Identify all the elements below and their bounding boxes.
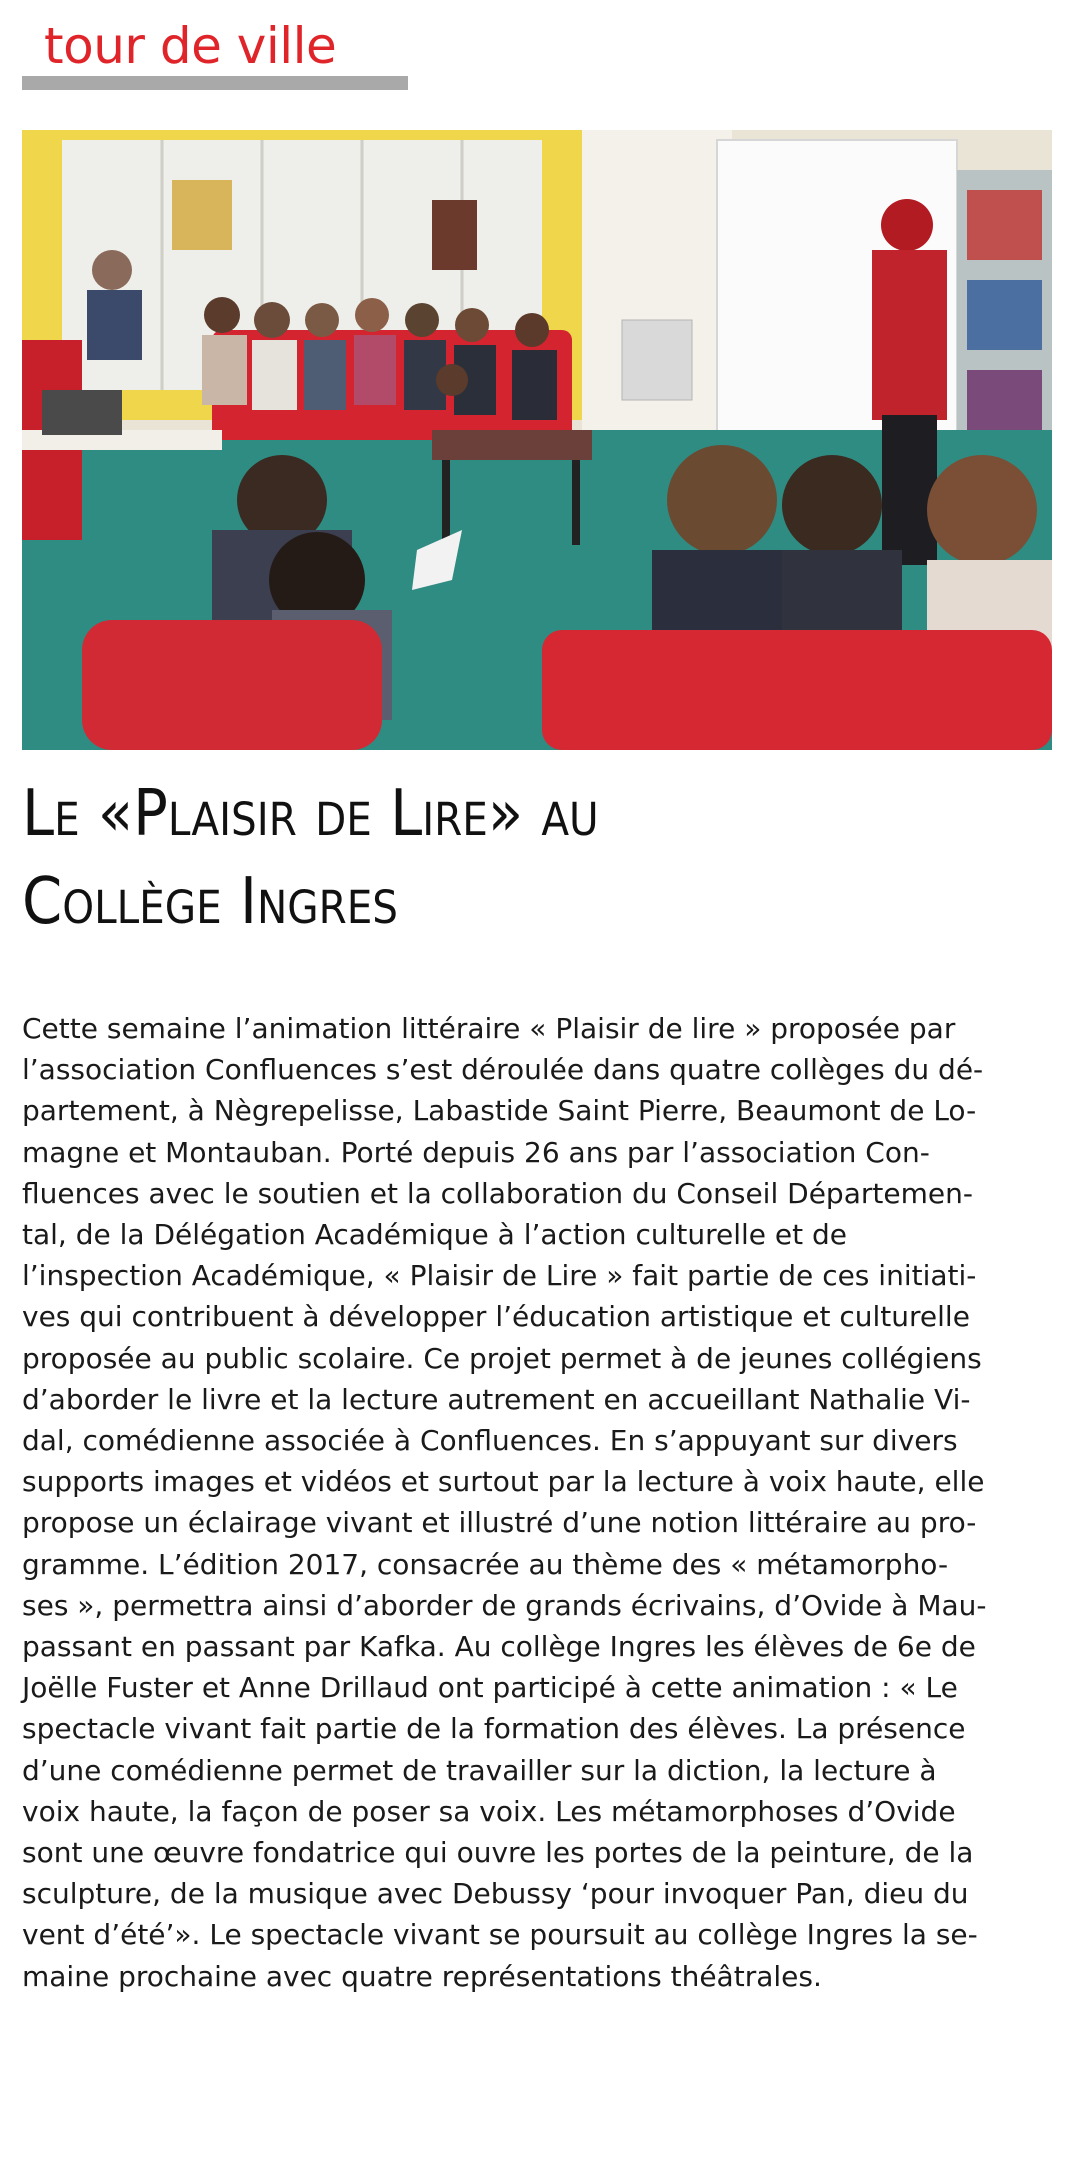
body-line: Cette semaine l’animation littéraire « Plaisir de lire » proposée par: [22, 1012, 956, 1045]
body-line: Joëlle Fuster et Anne Drillaud ont participé à cette animation : « Le: [22, 1671, 958, 1705]
rubric-underline-bar: [22, 76, 408, 90]
section-rubric: [22, 12, 408, 90]
classroom-reading-photo: [22, 130, 1052, 750]
article-body: [22, 1008, 1052, 1997]
body-line: d’une comédienne permet de travailler sur la diction, la lecture à: [22, 1753, 937, 1787]
body-line: l’inspection Académique, « Plaisir de Lire » fait partie de ces initiati-: [22, 1259, 977, 1293]
headline-line-2: Collège Ingres: [22, 865, 399, 939]
body-line: passant en passant par Kafka. Au collège Ingres les élèves de 6e de: [22, 1630, 976, 1664]
body-line: magne et Montauban. Porté depuis 26 ans par l’association Con-: [22, 1135, 930, 1169]
body-line: fluences avec le soutien et la collaboration du Conseil Départemen-: [22, 1176, 973, 1210]
article-photo: [22, 130, 1052, 750]
body-line: partement, à Nègrepelisse, Labastide Saint Pierre, Beaumont de Lo-: [22, 1094, 977, 1128]
rubric-label: tour de ville: [44, 17, 337, 75]
body-line: d’aborder le livre et la lecture autrement en accueillant Nathalie Vi-: [22, 1382, 971, 1416]
headline-line-1: Le «Plaisir de Lire» au: [22, 777, 599, 851]
body-line: sont une œuvre fondatrice qui ouvre les portes de la peinture, de la: [22, 1836, 974, 1870]
body-line: maine prochaine avec quatre représentations théâtrales.: [22, 1959, 822, 1993]
article-headline: [22, 770, 1052, 946]
body-line: dal, comédienne associée à Confluences. En s’appuyant sur divers: [22, 1424, 958, 1458]
body-line: ves qui contribuent à développer l’éducation artistique et culturelle: [22, 1300, 970, 1334]
body-line: ses », permettra ainsi d’aborder de grands écrivains, d’Ovide à Mau-: [22, 1588, 987, 1622]
body-line: gramme. L’édition 2017, consacrée au thème des « métamorpho-: [22, 1547, 949, 1581]
body-line: propose un éclairage vivant et illustré d’une notion littéraire au pro-: [22, 1506, 977, 1540]
body-line: voix haute, la façon de poser sa voix. Les métamorphoses d’Ovide: [22, 1794, 956, 1828]
body-line: proposée au public scolaire. Ce projet permet à de jeunes collégiens: [22, 1341, 982, 1375]
body-line: l’association Confluences s’est déroulée dans quatre collèges du dé-: [22, 1053, 984, 1087]
body-line: sculpture, de la musique avec Debussy ‘pour invoquer Pan, dieu du: [22, 1877, 969, 1911]
body-line: vent d’été’». Le spectacle vivant se poursuit au collège Ingres la se-: [22, 1918, 978, 1952]
body-line: spectacle vivant fait partie de la formation des élèves. La présence: [22, 1712, 966, 1746]
body-line: supports images et vidéos et surtout par la lecture à voix haute, elle: [22, 1465, 985, 1499]
body-line: tal, de la Délégation Académique à l’action culturelle et de: [22, 1218, 848, 1252]
